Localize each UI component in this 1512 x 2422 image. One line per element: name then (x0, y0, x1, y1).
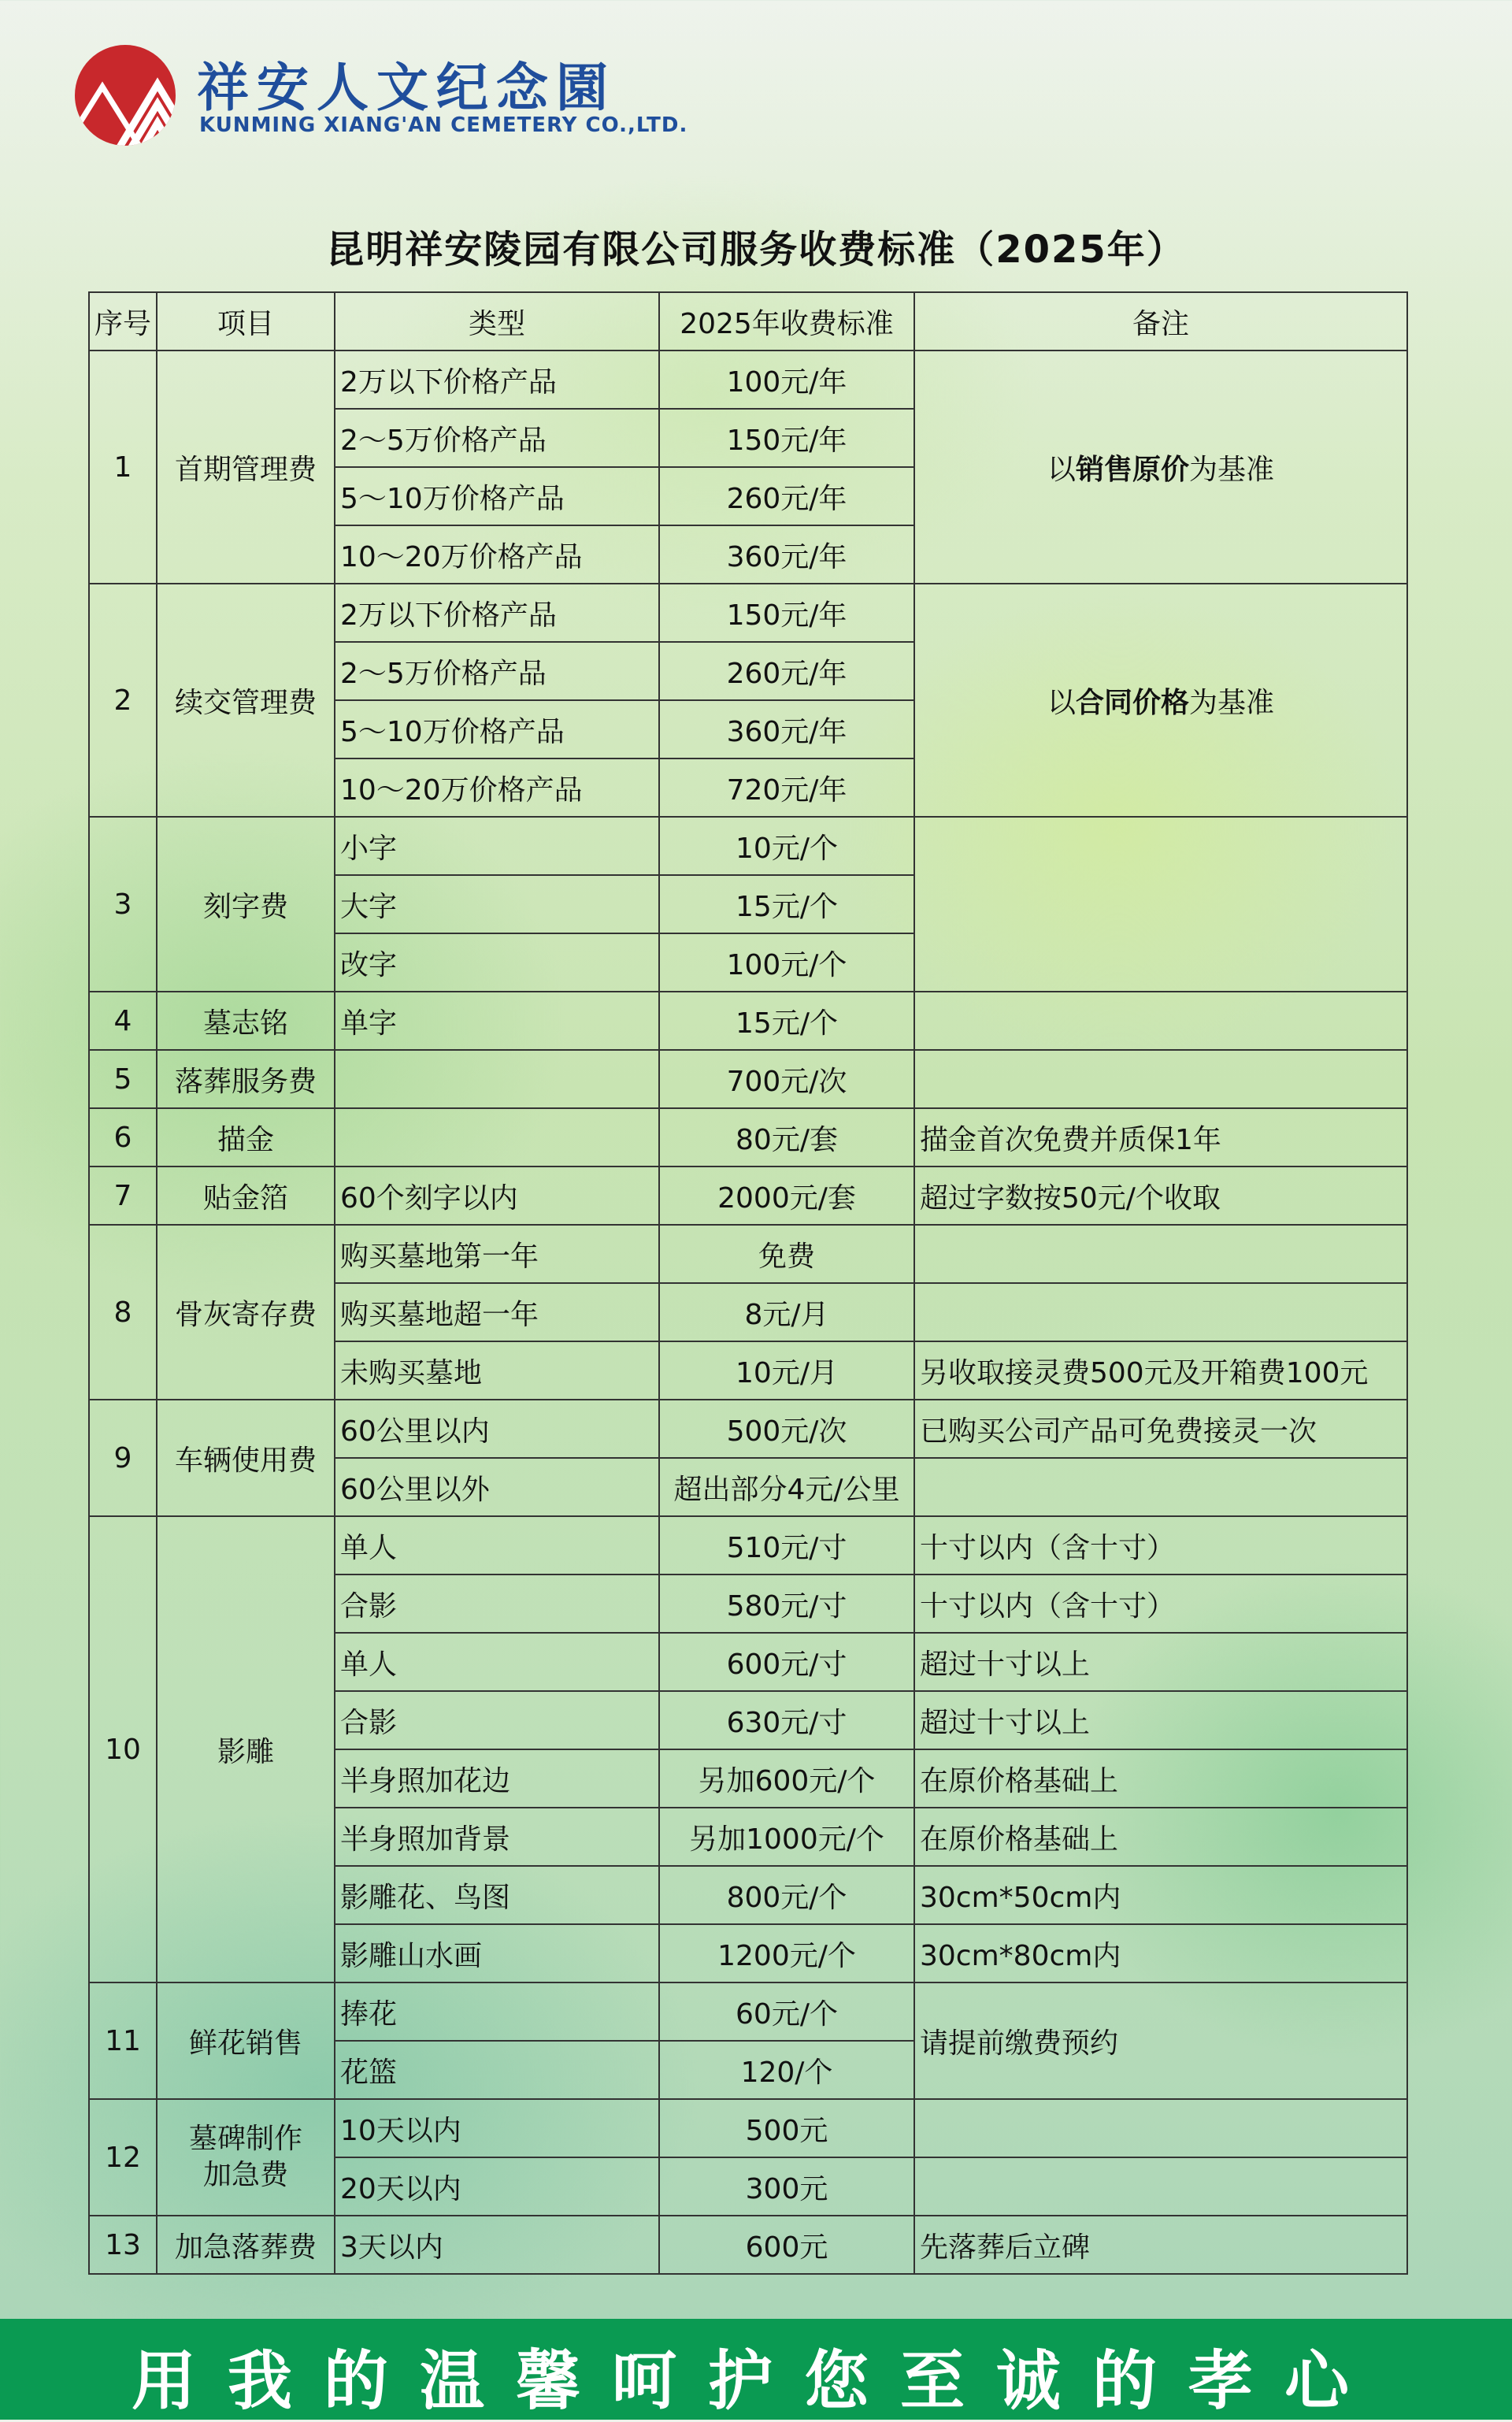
row-fee: 100元/年 (659, 351, 914, 409)
row-fee: 120/个 (659, 2041, 914, 2099)
row-note: 在原价格基础上 (914, 1749, 1407, 1808)
row-fee: 150元/年 (659, 409, 914, 467)
slogan-banner (0, 2319, 1512, 2420)
row-note (914, 992, 1407, 1050)
note-emphasis: 销售原价 (1075, 453, 1189, 486)
header-note: 备注 (914, 292, 1407, 351)
row-note: 描金首次免费并质保1年 (914, 1108, 1407, 1166)
row-type: 2万以下价格产品 (335, 584, 659, 642)
table-row (89, 1166, 1407, 1225)
row-fee: 10元/月 (659, 1341, 914, 1400)
header-no: 序号 (89, 292, 157, 351)
row-fee: 300元 (659, 2157, 914, 2216)
row-type: 60公里以外 (335, 1458, 659, 1516)
header-fee: 2025年收费标准 (659, 292, 914, 351)
row-number: 13 (89, 2216, 157, 2274)
row-number: 10 (89, 1516, 157, 1982)
row-fee: 600元 (659, 2216, 914, 2274)
row-type: 2～5万价格产品 (335, 642, 659, 700)
row-fee: 10元/个 (659, 817, 914, 875)
table-row (89, 992, 1407, 1050)
row-number: 7 (89, 1166, 157, 1225)
row-fee: 150元/年 (659, 584, 914, 642)
row-item-line1: 墓碑制作 (188, 2123, 302, 2155)
note-prefix: 以 (1047, 453, 1076, 486)
company-logo-icon (71, 41, 180, 150)
row-note: 请提前缴费预约 (914, 1982, 1407, 2099)
row-note (914, 1225, 1407, 1283)
row-item: 鲜花销售 (157, 1982, 335, 2099)
row-item (157, 2099, 335, 2216)
row-fee: 500元 (659, 2099, 914, 2157)
fee-table (88, 291, 1408, 2275)
row-number: 9 (89, 1400, 157, 1516)
row-note (914, 1283, 1407, 1341)
row-type: 5～10万价格产品 (335, 467, 659, 525)
row-note: 超过十寸以上 (914, 1691, 1407, 1749)
row-fee: 1200元/个 (659, 1924, 914, 1982)
row-fee: 630元/寸 (659, 1691, 914, 1749)
row-note: 超过十寸以上 (914, 1633, 1407, 1691)
row-type: 10～20万价格产品 (335, 758, 659, 817)
row-note: 超过字数按50元/个收取 (914, 1166, 1407, 1225)
row-item: 描金 (157, 1108, 335, 1166)
row-type: 2万以下价格产品 (335, 351, 659, 409)
row-note: 已购买公司产品可免费接灵一次 (914, 1400, 1407, 1458)
row-type: 半身照加背景 (335, 1808, 659, 1866)
row-number: 4 (89, 992, 157, 1050)
row-fee: 80元/套 (659, 1108, 914, 1166)
row-item: 刻字费 (157, 817, 335, 992)
row-note: 在原价格基础上 (914, 1808, 1407, 1866)
row-type: 20天以内 (335, 2157, 659, 2216)
table-row (89, 351, 1407, 409)
row-fee: 100元/个 (659, 933, 914, 992)
row-type (335, 1108, 659, 1166)
note-suffix: 为基准 (1189, 453, 1275, 486)
row-fee: 510元/寸 (659, 1516, 914, 1574)
row-note (914, 1050, 1407, 1108)
note-prefix: 以 (1047, 686, 1076, 719)
row-type: 3天以内 (335, 2216, 659, 2274)
header-item: 项目 (157, 292, 335, 351)
row-note: 先落葬后立碑 (914, 2216, 1407, 2274)
row-note (914, 584, 1407, 817)
header-type: 类型 (335, 292, 659, 351)
note-emphasis: 合同价格 (1075, 686, 1189, 719)
row-note: 十寸以内（含十寸） (914, 1574, 1407, 1633)
row-fee: 60元/个 (659, 1982, 914, 2041)
row-note: 另收取接灵费500元及开箱费100元 (914, 1341, 1407, 1400)
row-type: 合影 (335, 1691, 659, 1749)
row-type: 半身照加花边 (335, 1749, 659, 1808)
table-row (89, 1108, 1407, 1166)
row-type: 未购买墓地 (335, 1341, 659, 1400)
row-item: 加急落葬费 (157, 2216, 335, 2274)
row-type: 单人 (335, 1516, 659, 1574)
row-fee: 800元/个 (659, 1866, 914, 1924)
brand-name-chinese: 祥安人文纪念園 (197, 57, 616, 118)
row-fee: 260元/年 (659, 642, 914, 700)
row-fee: 720元/年 (659, 758, 914, 817)
row-number: 5 (89, 1050, 157, 1108)
row-item: 骨灰寄存费 (157, 1225, 335, 1400)
row-fee: 360元/年 (659, 525, 914, 584)
row-type: 合影 (335, 1574, 659, 1633)
row-item: 贴金箔 (157, 1166, 335, 1225)
brand-header (71, 41, 780, 151)
row-type: 2～5万价格产品 (335, 409, 659, 467)
row-fee: 2000元/套 (659, 1166, 914, 1225)
row-item: 落葬服务费 (157, 1050, 335, 1108)
row-fee: 另加1000元/个 (659, 1808, 914, 1866)
row-number: 2 (89, 584, 157, 817)
row-type: 小字 (335, 817, 659, 875)
row-note: 30cm*50cm内 (914, 1866, 1407, 1924)
row-type: 60公里以内 (335, 1400, 659, 1458)
row-item: 墓志铭 (157, 992, 335, 1050)
row-fee: 超出部分4元/公里 (659, 1458, 914, 1516)
row-note (914, 351, 1407, 584)
row-note: 30cm*80cm内 (914, 1924, 1407, 1982)
row-type: 大字 (335, 875, 659, 933)
row-note (914, 2099, 1407, 2157)
row-fee: 700元/次 (659, 1050, 914, 1108)
row-note (914, 2157, 1407, 2216)
slogan-text: 用我的温馨呵护您至诚的孝心 (131, 2344, 1380, 2419)
row-type: 单字 (335, 992, 659, 1050)
row-type (335, 1050, 659, 1108)
row-fee: 580元/寸 (659, 1574, 914, 1633)
row-number: 11 (89, 1982, 157, 2099)
row-fee: 260元/年 (659, 467, 914, 525)
row-item: 首期管理费 (157, 351, 335, 584)
row-fee: 600元/寸 (659, 1633, 914, 1691)
row-fee: 免费 (659, 1225, 914, 1283)
row-type: 改字 (335, 933, 659, 992)
row-type: 10～20万价格产品 (335, 525, 659, 584)
row-type: 影雕山水画 (335, 1924, 659, 1982)
table-row (89, 584, 1407, 642)
row-type: 购买墓地第一年 (335, 1225, 659, 1283)
row-type: 购买墓地超一年 (335, 1283, 659, 1341)
row-type: 花篮 (335, 2041, 659, 2099)
row-type: 10天以内 (335, 2099, 659, 2157)
row-fee: 15元/个 (659, 992, 914, 1050)
row-fee: 15元/个 (659, 875, 914, 933)
table-row (89, 1516, 1407, 1574)
row-number: 3 (89, 817, 157, 992)
row-type: 单人 (335, 1633, 659, 1691)
row-item: 续交管理费 (157, 584, 335, 817)
row-item: 影雕 (157, 1516, 335, 1982)
row-type: 影雕花、鸟图 (335, 1866, 659, 1924)
table-row (89, 1982, 1407, 2041)
table-row (89, 2099, 1407, 2157)
table-row (89, 1225, 1407, 1283)
row-number: 6 (89, 1108, 157, 1166)
table-row (89, 817, 1407, 875)
row-fee: 360元/年 (659, 700, 914, 758)
table-row (89, 2216, 1407, 2274)
row-number: 8 (89, 1225, 157, 1400)
row-type: 60个刻字以内 (335, 1166, 659, 1225)
row-item-line2: 加急费 (202, 2159, 288, 2191)
row-note: 十寸以内（含十寸） (914, 1516, 1407, 1574)
row-note (914, 817, 1407, 992)
note-suffix: 为基准 (1189, 686, 1275, 719)
document-title: 昆明祥安陵园有限公司服务收费标准（2025年） (326, 228, 1186, 272)
row-fee: 500元/次 (659, 1400, 914, 1458)
row-item: 车辆使用费 (157, 1400, 335, 1516)
table-row (89, 1400, 1407, 1458)
row-type: 5～10万价格产品 (335, 700, 659, 758)
row-fee: 8元/月 (659, 1283, 914, 1341)
table-row (89, 1050, 1407, 1108)
row-note (914, 1458, 1407, 1516)
brand-name-english: KUNMING XIANG'AN CEMETERY CO.,LTD. (199, 113, 688, 137)
table-header-row (89, 292, 1407, 351)
row-fee: 另加600元/个 (659, 1749, 914, 1808)
row-type: 捧花 (335, 1982, 659, 2041)
row-number: 1 (89, 351, 157, 584)
row-number: 12 (89, 2099, 157, 2216)
